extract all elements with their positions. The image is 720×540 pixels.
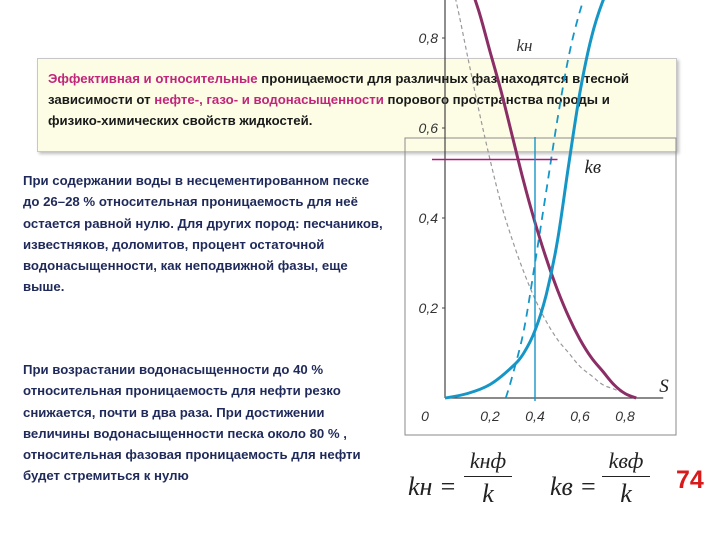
y-tick-label: 0,2 [418, 300, 438, 316]
formula-kv-lhs: kв = [550, 472, 597, 501]
formula-kn-fraction [464, 448, 512, 509]
y-tick-label: 0,4 [418, 210, 438, 226]
formula-kn-denominator: k [482, 479, 494, 509]
page-number: 74 [676, 466, 704, 494]
x-tick-label: 0,2 [480, 408, 500, 424]
x-tick-label: 0 [421, 408, 429, 424]
paragraph-residual-water: При содержании воды в несцементированном песке до 26–28 % относительная проницаемость для неё остается равной нулю. Для других пород: песчаников, известняков, доломитов, процент остаточной водонасыщенности, как неподвижной фазы, еще выше. [23, 173, 383, 295]
permeability-chart [400, 30, 678, 436]
x-tick-label: 0,8 [615, 408, 635, 424]
x-axis-title: S [659, 376, 669, 397]
header-text-1: проницаемости для различных фаз находятся в тесной зависимости от [48, 71, 629, 107]
chart-frame [405, 138, 676, 435]
formula-kv-numerator: kвф [608, 448, 644, 473]
header-text-2: порового пространства породы и физико-химических свойств жидкостей. [48, 92, 610, 128]
x-tick-label: 0,6 [570, 408, 590, 424]
header-highlight-2: нефте-, газо- и водонасыщенности [154, 92, 384, 107]
formula-kv-denominator: k [620, 479, 632, 509]
formula-kv-fraction [602, 448, 650, 509]
formula-kn-numerator: kнф [469, 448, 507, 473]
header-highlight-1: Эффективная и относительные [48, 71, 258, 86]
y-tick-label: 0,6 [418, 120, 438, 136]
formula-kn-lhs: kн = [408, 472, 457, 501]
kn-curve-label: kн [516, 36, 533, 55]
formula-kv [550, 448, 660, 528]
fraction-bar [602, 476, 650, 477]
kv-curve-label: kв [584, 157, 602, 178]
y-tick-label: 0,8 [418, 30, 438, 46]
fraction-bar [464, 476, 512, 477]
x-tick-label: 0,4 [525, 408, 545, 424]
formula-kn [408, 448, 518, 528]
paragraph-oil-permeability: При возрастании водонасыщенности до 40 % относительная проницаемость для нефти резко снижается, почти в два раза. При достижении величины водонасыщенности песка около 80 % , относительная фазовая проницаемость для нефти будет стремиться к нулю [23, 362, 361, 484]
